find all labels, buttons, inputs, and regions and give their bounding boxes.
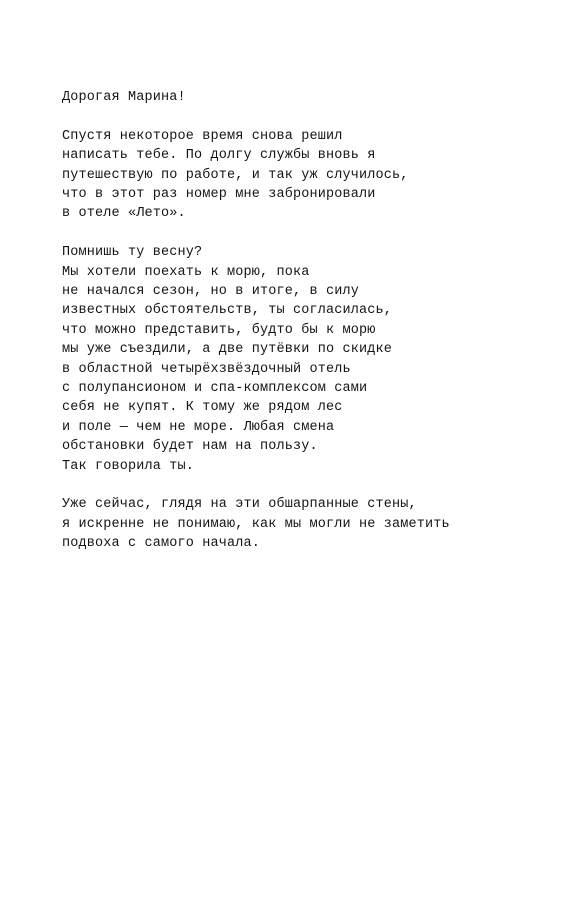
text-line: Так говорила ты. <box>62 458 195 474</box>
text-line: Мы хотели поехать к морю, пока <box>62 264 310 280</box>
text-line: Помнишь ту весну? <box>62 245 203 261</box>
text-line: не начался сезон, но в итоге, в силу <box>62 284 360 300</box>
text-line: написать тебе. По долгу службы вновь я <box>62 148 376 164</box>
text-line: в отеле «Лето». <box>62 206 186 222</box>
text-line: обстановки будет нам на пользу. <box>62 439 318 455</box>
text-line: с полупансионом и спа-комплексом сами <box>62 381 368 397</box>
text-line: известных обстоятельств, ты согласилась, <box>62 303 393 319</box>
text-line: подвоха с самого начала. <box>62 536 261 552</box>
text-line: Спустя некоторое время снова решил <box>62 128 343 144</box>
paragraph-1 <box>62 127 542 224</box>
text-line: путешествую по работе, и так уж случилось, <box>62 167 409 183</box>
paragraph-2 <box>62 243 542 476</box>
text-line: в областной четырёхзвёздочный отель <box>62 361 351 377</box>
paragraph-3 <box>62 495 542 553</box>
letter-body <box>62 88 542 573</box>
text-line: я искренне не понимаю, как мы могли не заметить <box>62 516 450 532</box>
text-line: Уже сейчас, глядя на эти обшарпанные стены, <box>62 497 417 513</box>
letter-greeting: Дорогая Марина! <box>62 90 186 105</box>
text-line: что в этот раз номер мне забронировали <box>62 187 376 203</box>
text-line: мы уже съездили, а две путёвки по скидке <box>62 342 393 358</box>
text-line: и поле — чем не море. Любая смена <box>62 419 335 435</box>
text-line: себя не купят. К тому же рядом лес <box>62 400 343 416</box>
text-line: что можно представить, будто бы к морю <box>62 322 376 338</box>
